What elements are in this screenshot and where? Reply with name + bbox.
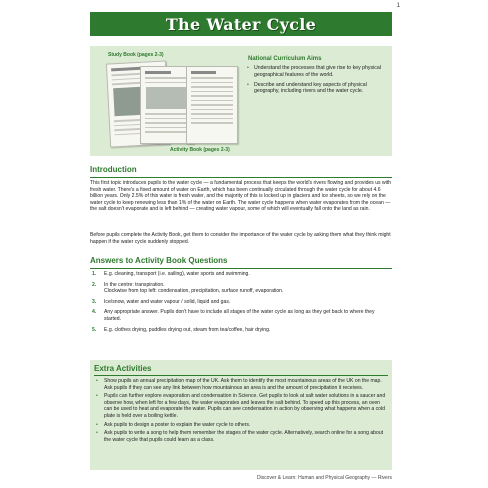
extra-activity-item: • Pupils can further explore evaporation and condensation in Science. Get pupils to look at salt water solutions in a saucer and observe how, when left for a few days, the water evaporates and leaves the salt behind. To speed up this process, an oven can be used to heat and evaporate the water. Pupils can see condensation in action by observing what happens when a cold plate is held over a boiling kettle. xyxy=(94,393,386,419)
answer-text: E.g. clothes drying, puddles drying out, steam from tea/coffee, hair drying. xyxy=(104,326,271,333)
diagram-image xyxy=(146,87,186,109)
answer-text: E.g. cleaning, transport (i.e. sailing), water sports and swimming. xyxy=(104,271,250,277)
curriculum-aims-list xyxy=(246,65,386,98)
answer-text: Any appropriate answer. Pupils don't have to include all stages of the water cycle as long as they get back to where they started. xyxy=(104,309,375,322)
introduction-paragraph-2: Before pupils complete the Activity Book, get them to consider the importance of the water cycle by asking them what they think might happen if the water cycle suddenly stopped. xyxy=(90,232,391,245)
extra-activity-item: • Show pupils an annual precipitation map of the UK. Ask them to identify the most mountainous areas of the UK on the map. Ask pupils if they can see any link between how mountainous an area is and the amount of precipitation it receives. xyxy=(94,378,386,391)
aim-item: • Describe and understand key aspects of physical geography, including rivers and the water cycle. xyxy=(246,82,386,96)
answer-text: In the centre: transpiration. xyxy=(104,281,165,288)
answers-heading: Answers to Activity Book Questions xyxy=(90,256,228,265)
activity-book-label: Activity Book (pages 2-3) xyxy=(170,147,230,153)
introduction-heading: Introduction xyxy=(90,165,137,174)
answer-text: Ice/snow, water and water vapour / solid, liquid and gas. xyxy=(104,298,231,305)
answer-number: 4. xyxy=(92,309,97,316)
answer-number: 3. xyxy=(92,298,97,305)
introduction-paragraph-1: This first topic introduces pupils to the water cycle — a fundamental process that keeps the world's rivers flowing and provides us with fresh water. There's a fixed amount of water on Earth, which has been continually circulated through the water cycle for about 4.6 billion years. Only 2.5% of this water is fresh water, and the majority of this is locked up in glaciers and ice sheets, so we rely on the water cycle to keep renewing less than 1% of the water on Earth. The water cycle happens when water evaporates from the ocean — the salt doesn't evaporate and is left behind — creating water vapour, some of which will eventually fall onto the land as rain. xyxy=(90,180,392,213)
page-number: 1 xyxy=(396,3,400,9)
aim-item: • Understand the processes that give rise to key physical geographical features of the world. xyxy=(246,65,386,79)
extra-activity-item: • Ask pupils to design a poster to explain the water cycle to others. xyxy=(94,422,386,429)
answers-list xyxy=(90,271,392,335)
study-book-label: Study Book (pages 2-3) xyxy=(108,52,164,58)
answer-number: 5. xyxy=(92,326,97,333)
introduction-rule xyxy=(90,177,392,178)
extra-activities-rule xyxy=(94,375,388,376)
answer-item xyxy=(90,327,392,334)
answer-number: 1. xyxy=(92,271,97,277)
page-title: The Water Cycle xyxy=(165,14,317,34)
page-footer: Discover & Learn: Human and Physical Geography — Rivers xyxy=(256,475,392,481)
answer-item xyxy=(90,299,392,306)
answers-rule xyxy=(90,268,392,269)
extra-activities-heading: Extra Activities xyxy=(94,364,152,373)
curriculum-aims-title: National Curriculum Aims xyxy=(248,56,322,62)
extra-activity-item: • Ask pupils to write a song to help them remember the stages of the water cycle. Alternatively, search online for a song about the water cycle that pupils could learn as a class. xyxy=(94,430,386,443)
extra-activities-list xyxy=(94,378,386,445)
answer-item xyxy=(90,309,392,322)
answer-item xyxy=(90,282,392,295)
answer-item xyxy=(90,271,392,278)
answer-number: 2. xyxy=(92,281,97,288)
activity-book-page-2 xyxy=(186,66,238,144)
answer-text-continued: Clockwise from top left: condensation, precipitation, surface runoff, evaporation. xyxy=(104,288,284,295)
title-banner xyxy=(90,12,392,36)
